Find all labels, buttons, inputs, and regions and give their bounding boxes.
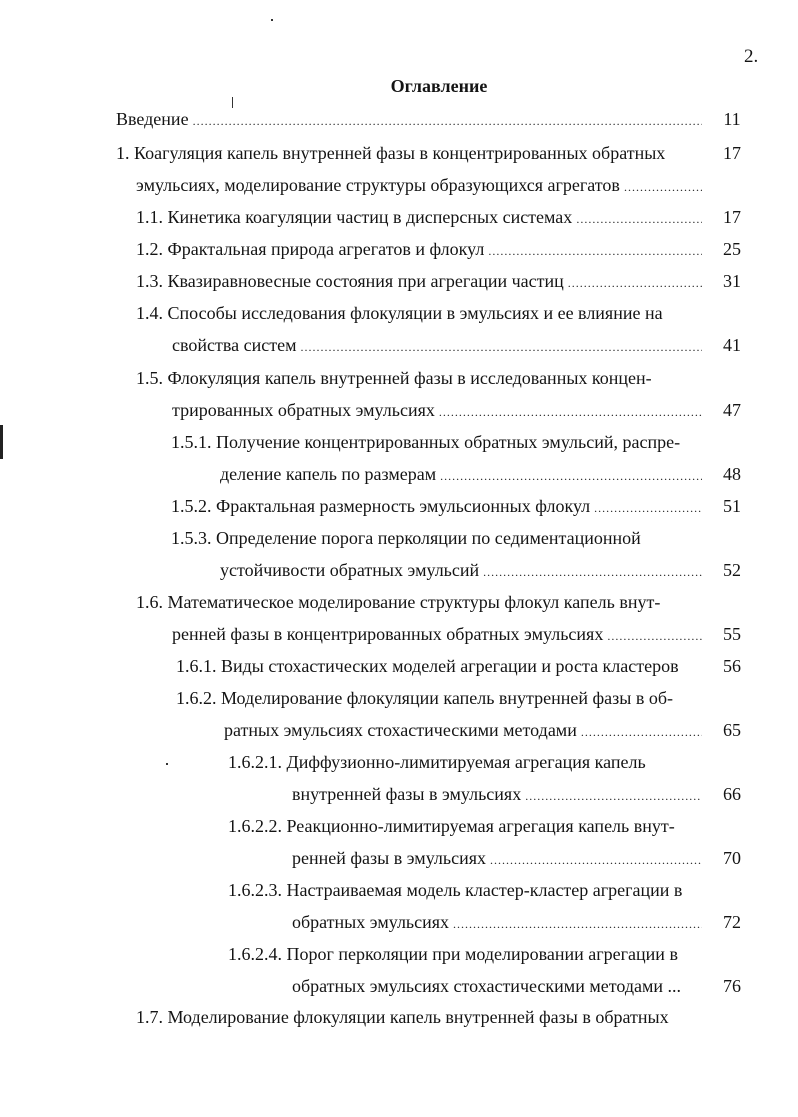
dot-leader [483,560,702,584]
toc-page-number: 17 [723,207,741,227]
toc-entry-1-5-1-line2[interactable] [220,462,702,486]
toc-entry-1-5-3-line1[interactable]: 1.5.3. Определение порога перколяции по седиментационной [171,528,641,548]
toc-entry-1-6-2-2-line1[interactable]: 1.6.2.2. Реакционно-лимитируемая агрегация капель внут- [228,816,675,836]
toc-page-number: 11 [723,109,741,129]
toc-entry-1-6-1[interactable]: 1.6.1. Виды стохастических моделей агрегации и роста кластеров [176,656,679,676]
scan-edge-mark [0,425,3,459]
toc-entry-1-5-2[interactable] [171,494,702,518]
toc-entry-text: устойчивости обратных эмульсий [220,560,480,580]
dot-leader [440,464,702,488]
dot-leader [193,109,702,133]
toc-entry-text: ратных эмульсиях стохастическими методами [224,720,577,740]
toc-entry-1-6-2-4-line1[interactable]: 1.6.2.4. Порог перколяции при моделировании агрегации в [228,944,678,964]
dot-leader [581,720,702,744]
toc-entry-1-3[interactable] [136,269,702,293]
toc-entry-text: свойства систем [172,335,297,355]
toc-entry-1-6-2-4-line2[interactable]: обратных эмульсиях стохастическими методами ... [292,976,681,996]
scan-speck [271,19,273,21]
toc-entry-1-6-2-2-line2[interactable] [292,846,702,870]
toc-entry-text: трированных обратных эмульсиях [172,400,435,420]
page-number: 2. [744,46,759,67]
toc-entry-1-6-2-3-line2[interactable] [292,910,702,934]
toc-page-number: 17 [723,143,741,163]
dot-leader [607,624,702,648]
toc-entry-1-5-3-line2[interactable] [220,558,702,582]
toc-entry-1-6-2-1-line2[interactable] [292,782,702,806]
toc-entry-1-2[interactable] [136,237,702,261]
toc-page-number: 48 [723,464,741,484]
toc-title: Оглавление [390,76,488,96]
toc-entry-1-4-line2[interactable] [172,333,702,357]
toc-entry-text: деление капель по размерам [220,464,437,484]
dot-leader [568,271,702,295]
dot-leader [576,207,702,231]
toc-entry-text: обратных эмульсиях [292,912,450,932]
dot-leader [453,912,702,936]
toc-page-number: 65 [723,720,741,740]
toc-entry-text: ренней фазы в концентрированных обратных эмульсиях [172,624,604,644]
toc-entry-1-6-2-1-line1[interactable]: 1.6.2.1. Диффузионно-лимитируемая агрегация капель [228,752,646,772]
dot-leader [300,335,702,359]
toc-entry-1-5-1-line1[interactable]: 1.5.1. Получение концентрированных обратных эмульсий, распре- [171,432,681,452]
toc-entry-1-4-line1[interactable]: 1.4. Способы исследования флокуляции в эмульсиях и ее влияние на [136,303,663,323]
toc-entry-chapter-1-line2[interactable] [136,173,702,197]
toc-entry-1-5-line2[interactable] [172,398,702,422]
toc-entry-1-6-2-line1[interactable]: 1.6.2. Моделирование флокуляции капель внутренней фазы в об- [176,688,674,708]
toc-entry-1-6-2-line2[interactable] [224,718,702,742]
toc-page-number: 70 [723,848,741,868]
toc-entry-text: 1.5.2. Фрактальная размерность эмульсионных флокул [171,496,591,516]
toc-entry-1-5-line1[interactable]: 1.5. Флокуляция капель внутренней фазы в исследованных концен- [136,368,652,388]
toc-entry-intro[interactable] [116,107,702,131]
toc-page-number: 66 [723,784,741,804]
toc-entry-chapter-1-line1[interactable]: 1. Коагуляция капель внутренней фазы в концентрированных обратных [116,143,666,163]
toc-entry-text: внутренней фазы в эмульсиях [292,784,522,804]
toc-page-number: 52 [723,560,741,580]
dot-leader [488,239,702,263]
toc-entry-text: Введение [116,109,189,129]
toc-entry-text: 1.1. Кинетика коагуляции частиц в дисперсных системах [136,207,573,227]
toc-entry-1-1[interactable] [136,205,702,229]
toc-page-number: 47 [723,400,741,420]
toc-entry-text: 1.2. Фрактальная природа агрегатов и флокул [136,239,485,259]
toc-entry-1-6-line2[interactable] [172,622,702,646]
dot-leader [624,175,702,199]
toc-entry-1-6-line1[interactable]: 1.6. Математическое моделирование структуры флокул капель внут- [136,592,661,612]
toc-entry-1-7-line1[interactable]: 1.7. Моделирование флокуляции капель внутренней фазы в обратных [136,1007,669,1027]
scan-speck [166,763,168,765]
toc-page-number: 31 [723,271,741,291]
toc-entry-text: ренней фазы в эмульсиях [292,848,486,868]
toc-page-number: 56 [723,656,741,676]
toc-page-number: 72 [723,912,741,932]
toc-entry-text: 1.3. Квазиравновесные состояния при агрегации частиц [136,271,564,291]
toc-page-number: 41 [723,335,741,355]
toc-page-number: 76 [723,976,741,996]
dot-leader [525,784,702,808]
toc-entry-1-6-2-3-line1[interactable]: 1.6.2.3. Настраиваемая модель кластер-кластер агрегации в [228,880,683,900]
toc-page-number: 55 [723,624,741,644]
dot-leader [490,848,702,872]
dot-leader [439,400,702,424]
toc-entry-text: эмульсиях, моделирование структуры образующихся агрегатов [136,175,620,195]
dot-leader [594,496,702,520]
toc-page-number: 25 [723,239,741,259]
toc-page-number: 51 [723,496,741,516]
